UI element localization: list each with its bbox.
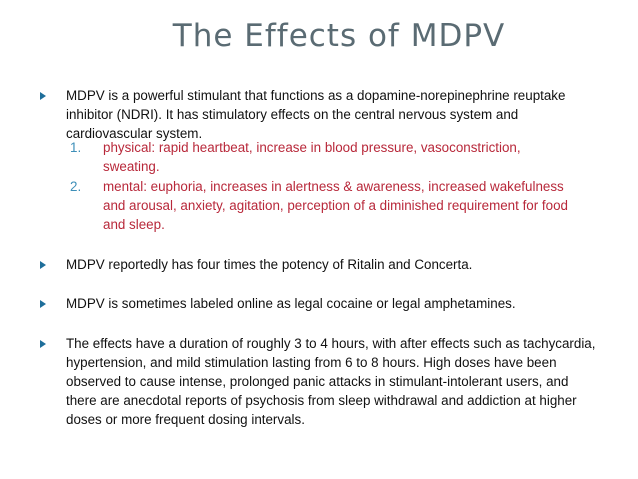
bullet-arrow-icon (40, 92, 46, 100)
bullet-arrow-icon (40, 261, 46, 269)
slide-title-text: The Effects of MDPV (172, 18, 506, 54)
bullet-text: The effects have a duration of roughly 3 to 4 hours, with after effects such as tachycardia, hypertension, and mild stimulation lasting from 6 to 8 hours. High doses have been observed to cause intense, prolonged panic attacks in stimulant-intolerant users, and there are anecdotal reports of psychosis from sleep withdrawal and addiction at higher doses or more frequent dosing intervals. (66, 336, 596, 427)
sub-item-number: 2. (70, 179, 82, 194)
bullet-text: MDPV reportedly has four times the potency of Ritalin and Concerta. (66, 257, 473, 272)
slide-title (0, 18, 638, 54)
bullet-text: MDPV is sometimes labeled online as legal cocaine or legal amphetamines. (66, 296, 516, 311)
bullet-arrow-icon (40, 300, 46, 308)
bullet-arrow-icon (40, 340, 46, 348)
sub-item-number: 1. (70, 140, 82, 155)
bullet-text: MDPV is a powerful stimulant that functions as a dopamine-norepinephrine reuptake inhibitor (NDRI). It has stimulatory effects on the central nervous system and cardiovascular system. (66, 88, 566, 141)
sub-item-text: physical: rapid heartbeat, increase in blood pressure, vasoconstriction, sweating. (103, 140, 521, 174)
sub-item-text: mental: euphoria, increases in alertness & awareness, increased wakefulness and arousal, anxiety, agitation, perception of a diminished requirement for food and sleep. (103, 179, 568, 232)
